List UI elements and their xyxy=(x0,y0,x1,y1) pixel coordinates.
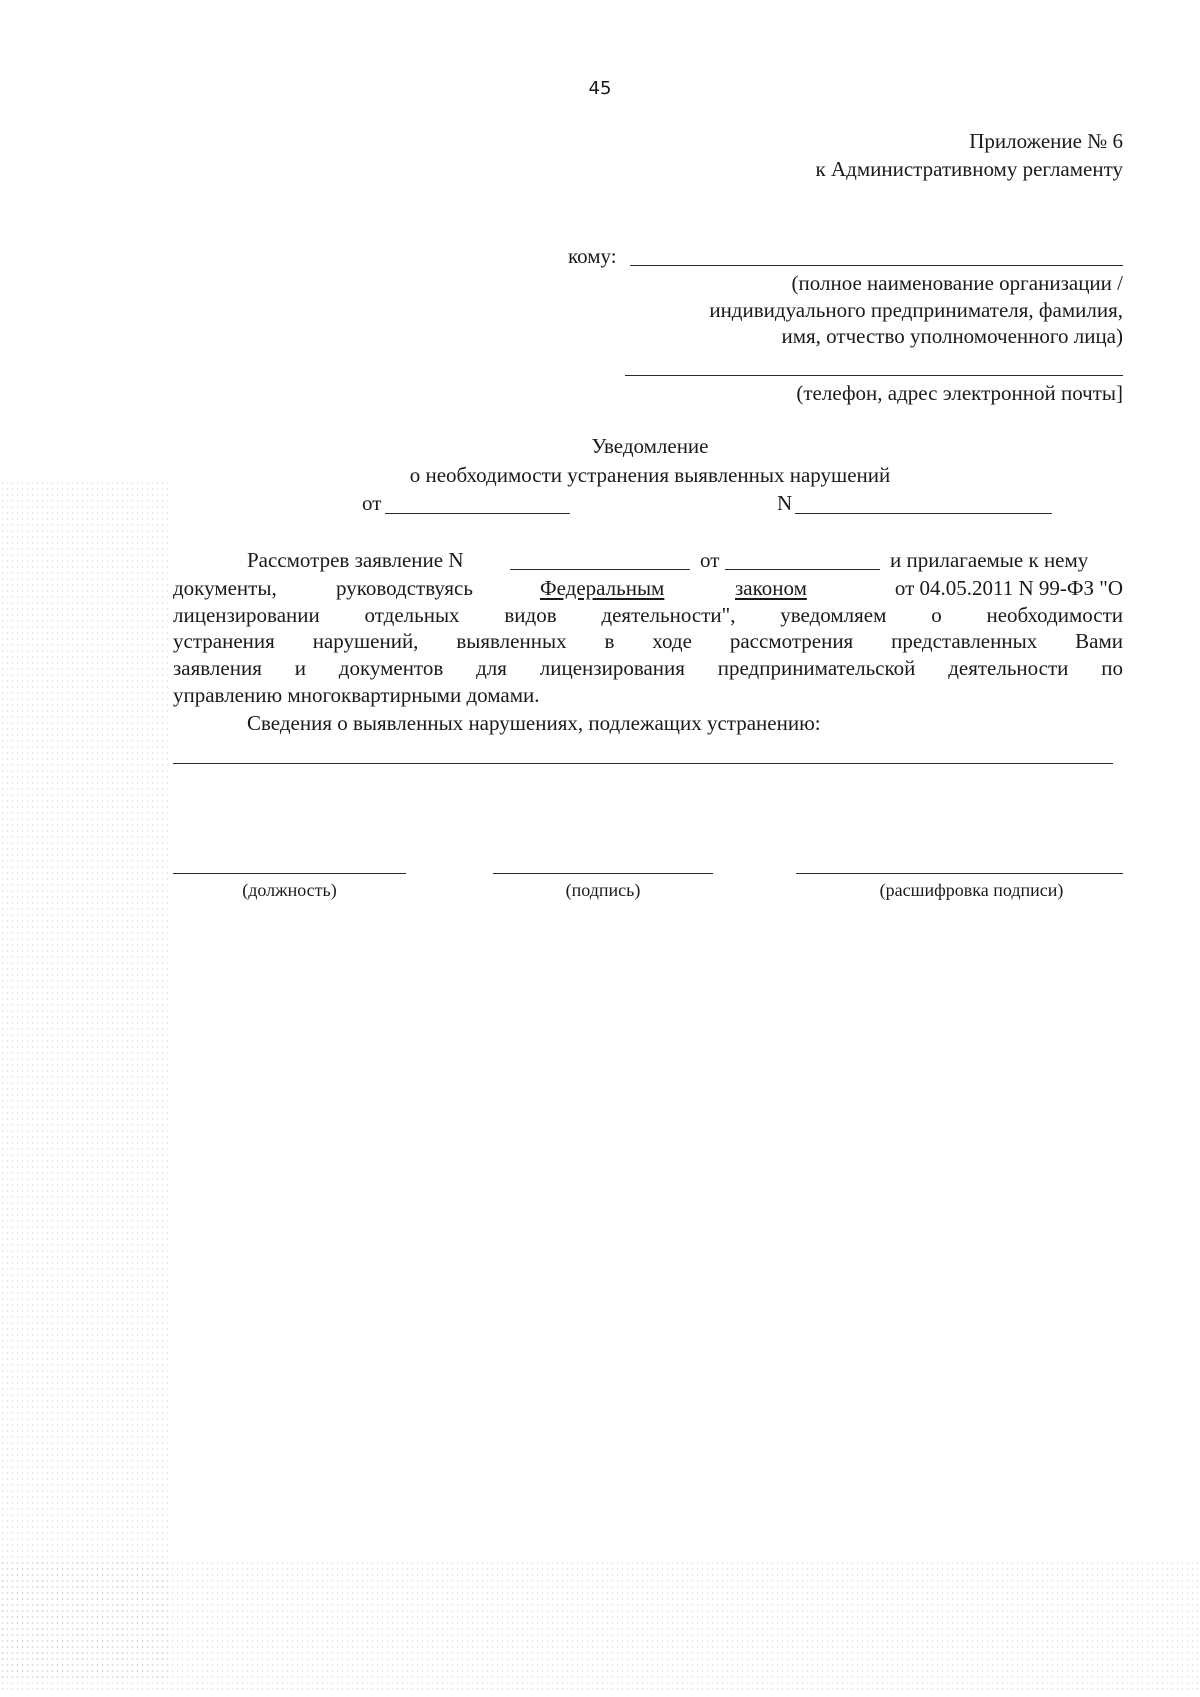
page-number: 45 xyxy=(588,78,612,99)
body-line-4: устранения нарушений, выявленных в ходе рассмотрения представленных Вами xyxy=(173,629,1123,653)
recipient-hint-3: имя, отчество уполномоченного лица) xyxy=(781,324,1123,348)
body-line-1-end: и прилагаемые к нему xyxy=(890,548,1089,572)
signature-decode-line xyxy=(796,873,1123,874)
body-line-3: лицензировании отдельных видов деятельности", уведомляем о необходимости xyxy=(173,603,1123,627)
position-caption: (должность) xyxy=(242,880,337,900)
appendix-reference: к Административному регламенту xyxy=(815,157,1123,181)
violations-heading: Сведения о выявленных нарушениях, подлежащих устранению: xyxy=(247,711,821,735)
application-number-line xyxy=(510,569,690,570)
violations-field-line xyxy=(173,763,1113,764)
notice-date-line xyxy=(385,513,570,514)
signature-decode-caption: (расшифровка подписи) xyxy=(879,880,1064,900)
document-title: Уведомление xyxy=(591,434,709,458)
notice-number-line xyxy=(795,513,1052,514)
body-line-6: управлению многоквартирными домами. xyxy=(173,683,540,707)
body-line-5: заявления и документов для лицензирования предпринимательской деятельности по xyxy=(173,656,1123,680)
notice-date-label: от xyxy=(362,491,382,515)
federal-law-link[interactable]: Федеральным xyxy=(540,576,665,600)
notice-number-label: N xyxy=(777,491,793,515)
recipient-field-line xyxy=(630,265,1123,266)
position-line xyxy=(173,873,406,874)
body-line-1-start: Рассмотрев заявление N xyxy=(247,548,464,572)
recipient-hint-4: (телефон, адрес электронной почты] xyxy=(796,381,1123,405)
recipient-label: кому: xyxy=(568,244,617,268)
signature-line xyxy=(493,873,713,874)
body-line-2-c: от 04.05.2011 N 99-ФЗ "О xyxy=(894,576,1123,600)
document-subtitle: о необходимости устранения выявленных нарушений xyxy=(409,463,891,487)
body-line-1-from: от xyxy=(700,548,720,572)
body-line-2-b: руководствуясь xyxy=(336,576,473,600)
signature-caption: (подпись) xyxy=(565,880,641,900)
scan-noise-left xyxy=(0,480,170,1680)
contact-field-line xyxy=(625,375,1123,376)
appendix-number: Приложение № 6 xyxy=(969,129,1123,153)
federal-law-link-2[interactable]: законом xyxy=(735,576,807,600)
body-line-2-a: документы, xyxy=(173,576,277,600)
recipient-hint-1: (полное наименование организации / xyxy=(791,271,1123,295)
recipient-hint-2: индивидуального предпринимателя, фамилия, xyxy=(709,298,1123,322)
application-date-line xyxy=(725,569,880,570)
scan-noise-bottom xyxy=(0,1560,1200,1690)
